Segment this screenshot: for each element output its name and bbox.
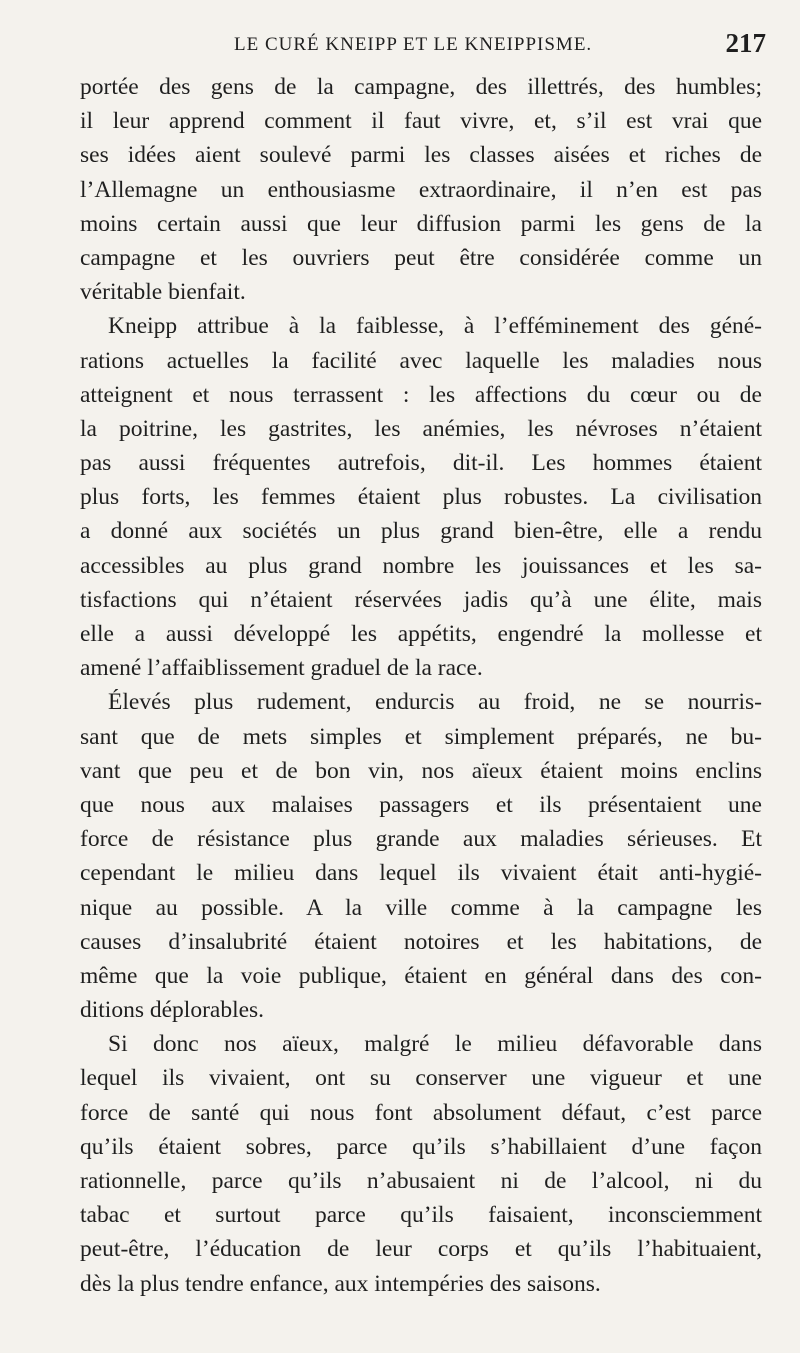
text-line: dès la plus tendre enfance, aux intempéries des saisons.	[80, 1270, 601, 1297]
text-line: force de résistance plus grande aux maladies sérieuses. Et	[80, 826, 762, 853]
text-line: cependant le milieu dans lequel ils vivaient était anti-hygié-	[80, 860, 762, 887]
text-line: rationnelle, parce qu’ils n’abusaient ni de l’alcool, ni du	[80, 1168, 762, 1194]
running-head: LE CURÉ KNEIPP ET LE KNEIPPISME.	[234, 34, 593, 55]
text-line: l’Allemagne un enthousiasme extraordinaire, il n’en est pas	[80, 176, 762, 203]
text-line: force de santé qui nous font absolument défaut, c’est parce	[80, 1099, 762, 1126]
text-line: il leur apprend comment il faut vivre, et, s’il est vrai que	[80, 108, 762, 135]
text-line: amené l’affaiblissement graduel de la race.	[80, 655, 483, 682]
text-line: campagne et les ouvriers peut être considérée comme un	[80, 244, 762, 271]
paragraph-2	[80, 309, 762, 685]
text-line: que nous aux malaises passagers et ils présentaient une	[80, 791, 762, 818]
text-line: elle a aussi développé les appétits, engendré la mollesse et	[80, 621, 762, 647]
text-line: lequel ils vivaient, ont su conserver une vigueur et une	[80, 1065, 762, 1092]
paragraph-4	[80, 1027, 762, 1301]
text-line: a donné aux sociétés un plus grand bien-être, elle a rendu	[80, 518, 762, 545]
text-line: même que la voie publique, étaient en général dans des con-	[80, 962, 762, 989]
text-line: ditions déplorables.	[80, 997, 265, 1024]
text-line: véritable bienfait.	[80, 279, 246, 306]
text-line: tisfactions qui n’étaient réservées jadis qu’à une élite, mais	[80, 586, 762, 613]
text-line: Si donc nos aïeux, malgré le milieu défavorable dans	[108, 1031, 762, 1058]
text-line: atteignent et nous terrassent : les affections du cœur ou de	[80, 381, 762, 408]
text-line: Élevés plus rudement, endurcis au froid, ne se nourris-	[108, 689, 762, 716]
paragraph-3	[80, 685, 762, 1027]
text-line: moins certain aussi que leur diffusion parmi les gens de la	[80, 210, 762, 237]
text-line: portée des gens de la campagne, des illettrés, des humbles;	[80, 74, 762, 100]
page-number: 217	[725, 28, 766, 58]
text-line: ses idées aient soulevé parmi les classes aisées et riches de	[80, 142, 762, 169]
text-line: qu’ils étaient sobres, parce qu’ils s’habillaient d’une façon	[80, 1133, 762, 1160]
page-header	[80, 28, 766, 64]
text-line: rations actuelles la facilité avec laquelle les maladies nous	[80, 347, 762, 374]
text-line: plus forts, les femmes étaient plus robustes. La civilisation	[80, 484, 762, 511]
paragraph-1	[80, 70, 762, 309]
text-line: sant que de mets simples et simplement préparés, ne bu-	[80, 723, 762, 750]
text-line: pas aussi fréquentes autrefois, dit-il. Les hommes étaient	[80, 450, 762, 477]
text-line: Kneipp attribue à la faiblesse, à l’efféminement des géné-	[108, 313, 762, 340]
text-line: accessibles au plus grand nombre les jouissances et les sa-	[80, 552, 762, 579]
text-line: vant que peu et de bon vin, nos aïeux étaient moins enclins	[80, 757, 762, 784]
text-line: nique au possible. A la ville comme à la campagne les	[80, 894, 762, 921]
page-body	[80, 70, 762, 1301]
text-line: peut-être, l’éducation de leur corps et qu’ils l’habituaient,	[80, 1236, 762, 1263]
text-line: la poitrine, les gastrites, les anémies, les névroses n’étaient	[80, 415, 762, 442]
text-line: causes d’insalubrité étaient notoires et les habitations, de	[80, 928, 762, 955]
text-line: tabac et surtout parce qu’ils faisaient, inconsciemment	[80, 1202, 762, 1229]
